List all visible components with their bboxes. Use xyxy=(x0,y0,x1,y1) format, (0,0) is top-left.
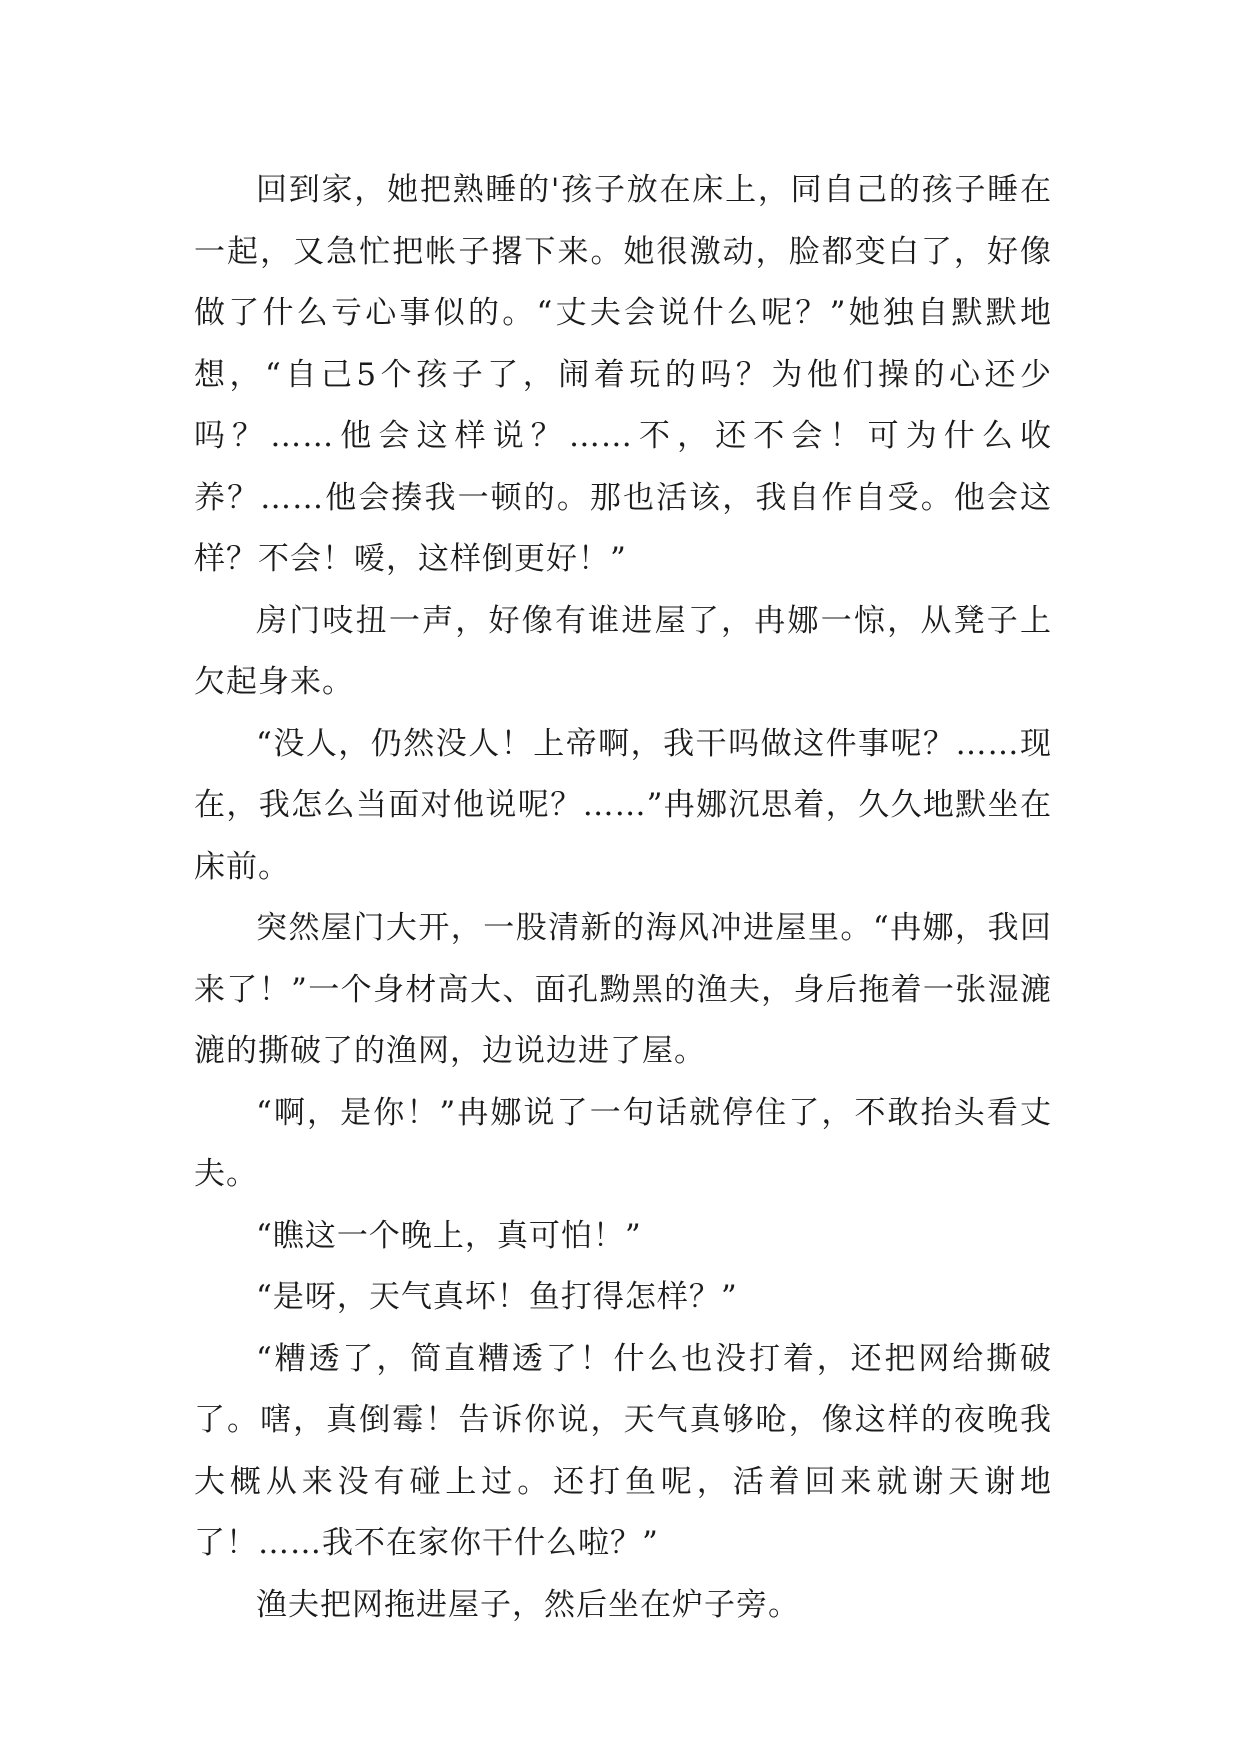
paragraph-3: “没人，仍然没人！上帝啊，我干吗做这件事呢？……现在，我怎么当面对他说呢？……”冉娜沉思着，久久地默坐在床前。 xyxy=(194,725,1052,885)
paragraph-4: 突然屋门大开，一股清新的海风冲进屋里。“冉娜，我回来了！”一个身材高大、面孔黝黑的渔夫，身后拖着一张湿漉漉的撕破了的渔网，边说边进了屋。 xyxy=(194,910,1052,1069)
paragraph-6: “瞧这一个晚上，真可怕！” xyxy=(256,1217,642,1254)
paragraph-2: 房门吱扭一声，好像有谁进屋了，冉娜一惊，从凳子上欠起身来。 xyxy=(194,602,1052,700)
paragraph-1: 回到家，她把熟睡的'孩子放在床上，同自己的孩子睡在一起，又急忙把帐子撂下来。她很激动，脸都变白了，好像做了什么亏心事似的。“丈夫会说什么呢？”她独自默默地想，“自己5个孩子了，闹着玩的吗？为他们操的心还少吗？……他会这样说？……不，还不会！可为什么收养？……他会揍我一顿的。那也活该，我自作自受。他会这样？不会！嗳，这样倒更好！” xyxy=(194,172,1052,577)
paragraph-8: “糟透了，简直糟透了！什么也没打着，还把网给撕破了。嗐，真倒霉！告诉你说，天气真够呛，像这样的夜晚我大概从来没有碰上过。还打鱼呢，活着回来就谢天谢地了！……我不在家你干什么啦？” xyxy=(194,1340,1052,1561)
document-body xyxy=(194,160,1052,1636)
paragraph-5: “啊，是你！”冉娜说了一句话就停住了，不敢抬头看丈夫。 xyxy=(194,1094,1052,1192)
paragraph-7: “是呀，天气真坏！鱼打得怎样？” xyxy=(256,1279,738,1315)
paragraph-9: 渔夫把网拖进屋子，然后坐在炉子旁。 xyxy=(256,1586,800,1623)
